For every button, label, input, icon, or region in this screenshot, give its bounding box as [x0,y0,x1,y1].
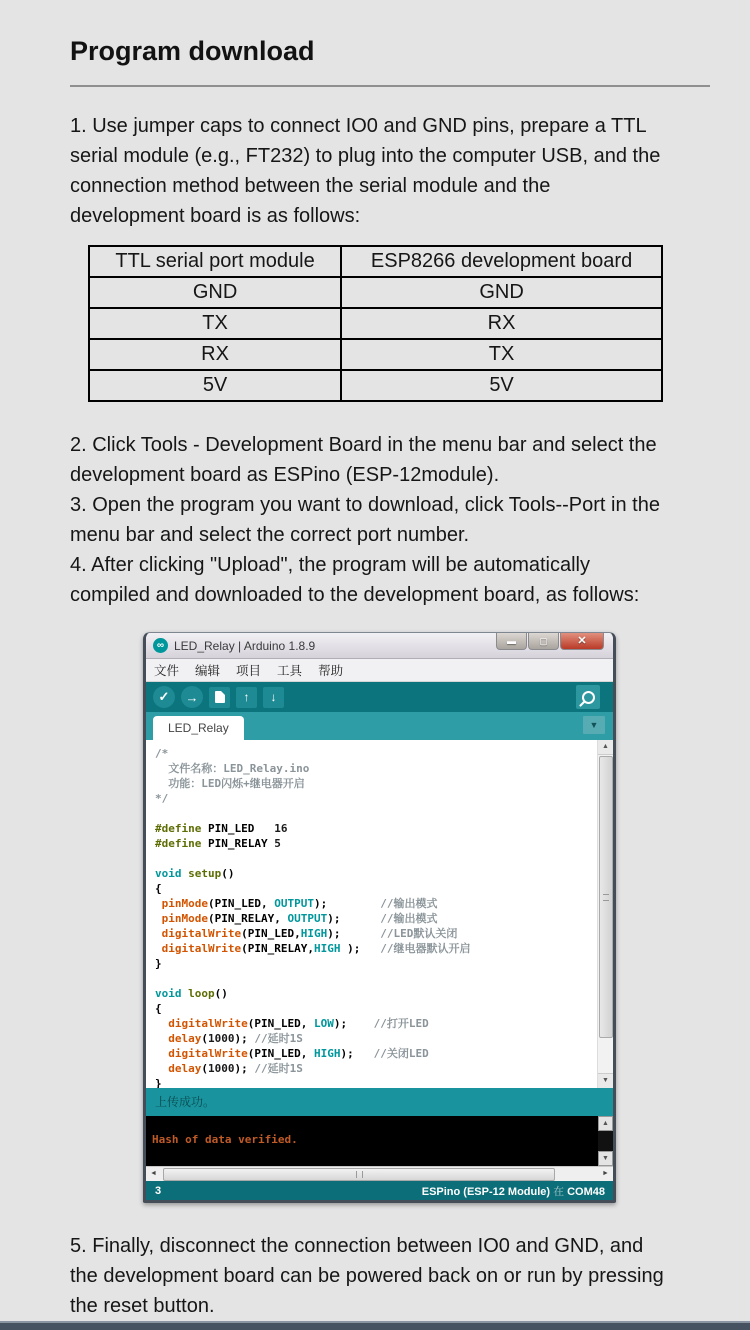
board-port-indicator [422,1183,613,1199]
table-cell: GND [341,277,662,308]
code-area [146,740,613,1088]
close-button[interactable]: ✕ [560,633,604,650]
output-console [146,1116,613,1166]
table-cell: 5V [89,370,341,401]
code-line: { [155,882,162,895]
minimize-button[interactable]: ▬ [496,633,527,650]
table-cell: TX [341,339,662,370]
ide-status-bar [146,1088,613,1116]
table-cell: RX [89,339,341,370]
table-cell: TX [89,308,341,339]
table-cell: GND [89,277,341,308]
ide-bottom-status-strip [146,1181,613,1200]
menu-bar [146,659,613,682]
upload-button[interactable]: → [181,686,203,708]
code-line: /* [155,747,169,760]
verify-button[interactable]: ✓ [153,686,175,708]
page-bottom-border [0,1321,750,1330]
console-output [146,1116,613,1166]
code-line: digitalWrite(PIN_RELAY,HIGH ); //继电器默认开启 [161,942,471,955]
step-3-text: 3. Open the program you want to download, click Tools--Port in the menu bar and select the correct port number. [70,494,660,546]
port-name: COM48 [567,1185,605,1198]
tab-dropdown-button[interactable]: ▼ [583,716,605,734]
code-line [155,971,593,986]
window-controls [495,633,604,650]
code-line: } [155,1077,162,1088]
scroll-left-arrow-icon[interactable]: ◄ [150,1170,157,1177]
step-1-text: 1. Use jumper caps to connect IO0 and GND pins, prepare a TTL serial module (e.g., FT232) to plug into the computer USB, and the connection method between the serial module and the development board is as follows: [70,115,661,227]
menu-sketch[interactable]: 项目 [236,664,262,678]
code-line: digitalWrite(PIN_LED, LOW); //打开LED [168,1017,429,1030]
table-cell: RX [341,308,662,339]
console-scrollbar[interactable] [598,1116,613,1166]
code-line: void loop() [155,987,228,1000]
code-line [155,806,593,821]
sketch-tab-bar [146,712,613,740]
table-row [89,339,662,370]
code-line: digitalWrite(PIN_LED,HIGH); //LED默认关闭 [161,927,458,940]
table-row [89,308,662,339]
code-line: digitalWrite(PIN_LED, HIGH); //关闭LED [168,1047,429,1060]
code-line: pinMode(PIN_LED, OUTPUT); //输出模式 [161,897,438,910]
status-message: 上传成功。 [155,1095,216,1109]
horizontal-scrollbar[interactable] [146,1166,613,1181]
code-line: void setup() [155,867,235,880]
title-divider [70,85,710,87]
code-line [155,851,593,866]
code-editor[interactable] [146,740,613,1088]
menu-edit[interactable]: 编辑 [195,664,221,678]
new-sketch-button[interactable] [209,687,230,708]
code-line: */ [155,792,169,805]
table-header-cell: TTL serial port module [89,246,341,277]
scroll-up-arrow-icon[interactable]: ▲ [598,740,613,755]
table-row [89,277,662,308]
page-title: Program download [70,36,315,66]
menu-tools[interactable]: 工具 [277,664,303,678]
ide-toolbar [146,682,613,712]
document-icon [215,691,225,703]
maximize-button[interactable]: ▢ [528,633,559,650]
console-line: Hash of data verified. [152,1133,298,1146]
serial-monitor-button[interactable] [576,685,600,709]
code-line: 功能：LED闪烁+继电器开启 [155,777,305,790]
menu-file[interactable]: 文件 [154,664,180,678]
code-line: #define PIN_RELAY 5 [155,837,281,850]
scroll-down-arrow-icon[interactable]: ▼ [598,1073,613,1088]
sketch-tab[interactable]: LED_Relay [153,716,244,740]
magnifier-icon [582,691,595,704]
menu-help[interactable]: 帮助 [318,664,344,678]
window-title: LED_Relay | Arduino 1.8.9 [174,638,316,653]
step-5-text: 5. Finally, disconnect the connection between IO0 and GND, and the development board can be powered back on or run by pressing the reset button. [70,1235,664,1317]
open-sketch-button[interactable]: ↑ [236,687,257,708]
console-scroll-down-icon[interactable]: ▼ [598,1151,613,1166]
code-line: } [155,957,162,970]
code-line: { [155,1002,162,1015]
step-4-text: 4. After clicking "Upload", the program will be automatically compiled and downloaded to the development board, as follows: [70,554,640,606]
table-header-row [89,246,662,277]
arduino-ide-window [143,632,616,1203]
code-line: #define PIN_LED 16 [155,822,288,835]
window-titlebar[interactable] [146,633,613,659]
code-line: pinMode(PIN_RELAY, OUTPUT); //输出模式 [161,912,438,925]
code-line: 文件名称：LED_Relay.ino [155,762,310,775]
table-cell: 5V [341,370,662,401]
arduino-logo-icon: ∞ [153,638,168,653]
board-name: ESPino (ESP-12 Module) [421,1185,551,1198]
horizontal-scrollbar-thumb[interactable] [163,1168,555,1181]
connection-table [88,245,663,402]
code-line: delay(1000); //延时1S [168,1032,303,1045]
save-sketch-button[interactable]: ↓ [263,687,284,708]
editor-scrollbar-thumb[interactable] [599,756,613,1038]
table-row [89,370,662,401]
board-port-conjunction: 在 [553,1185,565,1198]
code-line: delay(1000); //延时1S [168,1062,303,1075]
line-number-indicator: 3 [155,1184,162,1197]
table-header-cell: ESP8266 development board [341,246,662,277]
step-2-text: 2. Click Tools - Development Board in the menu bar and select the development board as ESPino (ESP-12module). [70,434,657,486]
editor-scrollbar[interactable] [597,740,613,1088]
console-scroll-up-icon[interactable]: ▲ [598,1116,613,1131]
scroll-right-arrow-icon[interactable]: ► [602,1170,609,1177]
